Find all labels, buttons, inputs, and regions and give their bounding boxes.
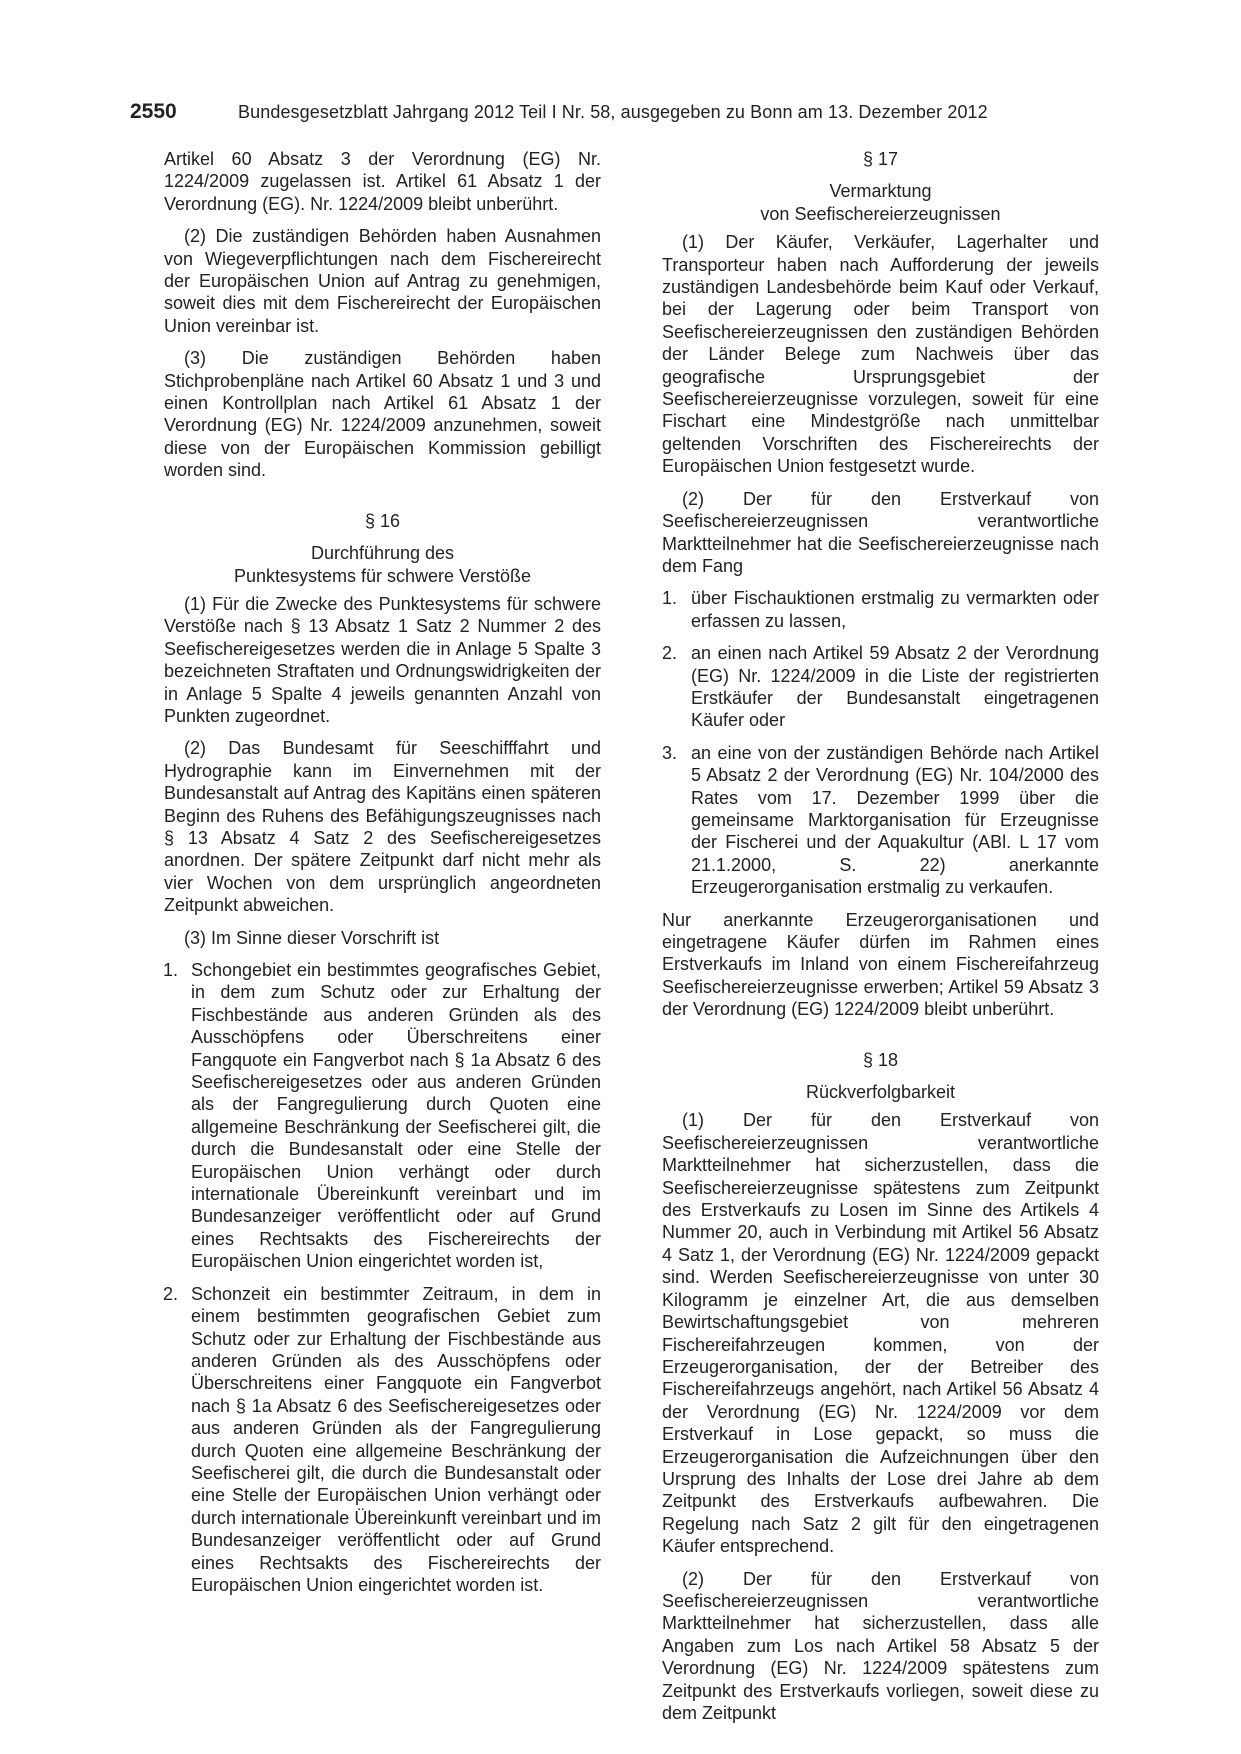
paragraph: (2) Die zuständigen Behörden haben Ausnahmen von Wiegeverpflichtungen nach dem Fischereirecht der Europäischen Union auf Antrag zu genehmigen, soweit dies mit dem Fischereirecht der Europäischen Union vereinbar ist. [164,226,601,336]
paragraph: Nur anerkannte Erzeugerorganisationen und eingetragene Käufer dürfen im Rahmen eines Erstverkaufs im Inland von einem Fischereifahrzeug Seefischereierzeugnisse erwerben; Artikel 59 Absatz 3 der Verordnung (EG) 1224/2009 bleibt unberührt. [662,909,1099,1020]
list-item [163,959,601,1273]
list-item [662,742,1099,899]
page-header [130,100,1100,124]
definition-list [163,959,601,1596]
right-column [662,148,1099,1734]
numbered-list [662,587,1099,898]
list-item-text: an eine von der zuständigen Behörde nach Artikel 5 Absatz 2 der Verordnung (EG) Nr. 104/2000 des Rates vom 17. Dezember 1999 über die gemeinsame Marktorganisation für Erzeugnisse der Fischerei und der Aquakultur (ABl. L 17 vom 21.1.2000, S. 22) anerkannte Erzeugerorganisation erstmalig zu verkaufen. [691,742,1099,898]
list-item-number: 1. [163,960,179,980]
section-number: § 16 [364,510,401,531]
list-item [662,587,1099,632]
paragraph-continued: Artikel 60 Absatz 3 der Verordnung (EG) Nr. 1224/2009 zugelassen ist. Artikel 61 Absatz 1 der Verordnung (EG). Nr. 1224/2009 bleibt unberührt. [164,149,601,214]
list-item-text: an einen nach Artikel 59 Absatz 2 der Verordnung (EG) Nr. 1224/2009 in die Liste der registrierten Erstkäufer der Bundesanstalt eingetragenen Käufer oder [691,643,1099,731]
list-item-number: 1. [662,588,678,609]
section-title-line: von Seefischereierzeugnissen [760,203,1001,224]
section-title [662,180,1099,225]
paragraph: (2) Der für den Erstverkauf von Seefischereierzeugnissen verantwortliche Marktteilnehmer hat sicherzustellen, dass alle Angaben zum Los nach Artikel 58 Absatz 5 der Verordnung (EG) Nr. 1224/2009 spätestens zum Zeitpunkt des Erstverkaufs vorliegen, soweit diese zu dem Zeitpunkt [662,1568,1099,1723]
paragraph: (2) Der für den Erstverkauf von Seefischereierzeugnissen verantwortliche Marktteilnehmer hat die Seefischereierzeugnisse nach dem Fang [662,488,1099,576]
section-number: § 17 [862,149,899,169]
paragraph: (1) Für die Zwecke des Punktesystems für schwere Verstöße nach § 13 Absatz 1 Satz 2 Nummer 2 des Seefischereigesetzes werden die in Anlage 5 Spalte 3 bezeichneten Straftaten und Ordnungswidrigkeiten der in Anlage 5 Spalte 4 jeweils genannten Anzahl von Punkten zugeordnet. [164,593,601,726]
paragraph: (3) Die zuständigen Behörden haben Stichprobenpläne nach Artikel 60 Absatz 1 und 3 und einen Kontrollplan nach Artikel 61 Absatz 1 der Verordnung (EG) Nr. 1224/2009 anzunehmen, soweit diese von der Europäischen Kommission gebilligt worden sind. [164,348,601,481]
list-item-number: 3. [662,742,678,763]
section-title-line: Durchführung des [310,543,455,564]
paragraph: (1) Der Käufer, Verkäufer, Lagerhalter und Transporteur haben nach Aufforderung der jeweils zuständigen Landesbehörde beim Kauf oder Verkauf, bei der Lagerung oder beim Transport von Seefischereierzeugnissen den zuständigen Behörden der Länder Belege zum Nachweis über das geografische Ursprungsgebiet der Seefischereierzeugnisse vorzulegen, soweit für eine Fischart eine Mindestgröße nach unmittelbar geltenden Vorschriften des Fischereirechts der Europäischen Union festgesetzt wurde. [662,232,1099,477]
section-title: Rückverfolgbarkeit [805,1082,956,1103]
running-title: Bundesgesetzblatt Jahrgang 2012 Teil I Nr. 58, ausgegeben zu Bonn am 13. Dezember 2012 [238,102,988,122]
list-item [163,1283,601,1597]
section-title-line: Vermarktung [829,181,932,202]
paragraph: (3) Im Sinne dieser Vorschrift ist [184,927,440,948]
list-item-text: Schongebiet ein bestimmtes geografisches Gebiet, in dem zum Schutz oder zur Erhaltung der Fischbestände aus anderen Gründen als des Ausschöpfens oder Überschreitens einer Fangquote ein Fangverbot nach § 1a Absatz 6 des Seefischereigesetzes oder aus anderen Gründen als der Fangregulierung durch Quoten eine allgemeine Beschränkung der Seefischerei gilt, die durch die Bundesanstalt oder eine Stelle der Europäischen Union verhängt oder durch internationale Übereinkunft vereinbart und im Bundesanzeiger veröffentlicht oder auf Grund eines Rechtsakts des Fischereirechts der Europäischen Union eingerichtet worden ist, [191,960,601,1272]
list-item-text: über Fischauktionen erstmalig zu vermarkten oder erfassen zu lassen, [691,588,1099,631]
left-column [164,148,601,1606]
list-item-text: Schonzeit ein bestimmter Zeitraum, in dem in einem bestimmten geografischen Gebiet zum Schutz oder zur Erhaltung der Fischbestände aus anderen Gründen als des Ausschöpfens oder Überschreitens einer Fangquote ein Fangverbot nach § 1a Absatz 6 des Seefischereigesetzes oder aus anderen Gründen als der Fangregulierung durch Quoten eine allgemeine Beschränkung der Seefischerei gilt, die durch die Bundesanstalt oder eine Stelle der Europäischen Union verhängt oder durch internationale Übereinkunft vereinbart und im Bundesanzeiger veröffentlicht oder auf Grund eines Rechtsakts des Fischereirechts der Europäischen Union eingerichtet worden ist. [191,1283,601,1595]
section-number: § 18 [862,1049,899,1070]
section-title [164,542,601,587]
page-number: 2550 [130,100,177,123]
list-item-number: 2. [163,1283,179,1304]
list-item [662,642,1099,732]
list-item-number: 2. [662,643,678,664]
paragraph: (2) Das Bundesamt für Seeschifffahrt und Hydrographie kann im Einvernehmen mit der Bundesanstalt auf Antrag des Kapitäns einen späteren Beginn des Ruhens des Befähigungszeugnisses nach § 13 Absatz 4 Satz 2 des Seefischereigesetzes anordnen. Der spätere Zeitpunkt darf nicht mehr als vier Wochen von dem ursprünglich angeordneten Zeitpunkt abweichen. [164,738,601,916]
paragraph: (1) Der für den Erstverkauf von Seefischereierzeugnissen verantwortliche Marktteilnehmer hat sicherzustellen, dass die Seefischereierzeugnisse spätestens zum Zeitpunkt des Erstverkaufs zu Losen im Sinne des Artikels 4 Nummer 20, auch in Verbindung mit Artikel 56 Absatz 4 Satz 1, der Verordnung (EG) Nr. 1224/2009 gepackt sind. Werden Seefischereierzeugnisse von unter 30 Kilogramm je einzelner Art, die aus demselben Bewirtschaftungsgebiet von mehreren Fischereifahrzeugen kommen, von der Erzeugerorganisation, der der Betreiber des Fischereifahrzeugs angehört, nach Artikel 56 Absatz 4 der Verordnung (EG) Nr. 1224/2009 vor dem Erstverkauf in Lose gepackt, so muss die Erzeugerorganisation die Aufzeichnungen über den Ursprung des Inhalts der Lose drei Jahre ab dem Zeitpunkt des Erstverkaufs aufbewahren. Die Regelung nach Satz 2 gilt für den eingetragenen Käufer entsprechend. [662,1110,1099,1557]
section-title-line: Punktesystems für schwere Verstöße [233,565,532,586]
